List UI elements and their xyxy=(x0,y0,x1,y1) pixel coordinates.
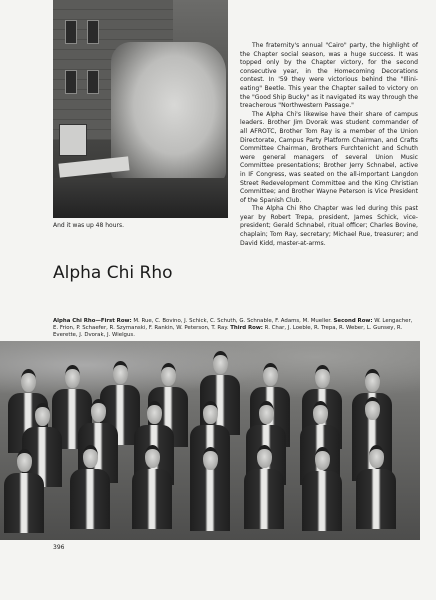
member-figure xyxy=(356,445,396,529)
story-paragraph: The Alpha Chi Rho Chapter was led during this past year by Robert Trepa, president, James Schick, vice-president; Gerald Schnabel, ritual officer; Charles Bovine, chaplain; Tom Ray, secretary; Michael Rue, treasurer; and David Kidd, master-at-arms. xyxy=(240,205,418,247)
member-figure xyxy=(70,445,110,529)
window xyxy=(65,70,77,94)
second-row-label: Second Row: xyxy=(333,318,373,324)
story-paragraph: The Alpha Chi's likewise have their share of campus leaders. Brother Jim Dvorak was student commander of all AFROTC, Brother Tom Ray is a member of the Union Directorate, Campus Party Platform Chairman, and Crafts Committee Chairman, Brothers Furchtenicht and Schuth were general managers of several Union Music Committee presentations; Brother Jerry Schnabel, active in IF Congress, was seated on the all-important Langdon Street Redevelopment Committee and the King Christian Committee; and Brother Wayne Peterson is Vice President of the Spanish Club. xyxy=(240,110,418,204)
homecoming-float-photo xyxy=(53,0,228,218)
story-text xyxy=(240,42,418,248)
member-figure xyxy=(4,449,44,533)
page-number: 396 xyxy=(53,544,65,551)
section-heading: Alpha Chi Rho xyxy=(53,263,173,283)
sign-board xyxy=(59,124,87,156)
member-figure xyxy=(132,445,172,529)
member-figure xyxy=(302,447,342,531)
group-photo xyxy=(0,341,420,540)
lawn xyxy=(53,178,228,218)
member-figure xyxy=(244,445,284,529)
first-row-label: Alpha Chi Rho—First Row: xyxy=(53,318,132,324)
first-row-names: M. Rue, C. Bovino, J. Schick, C. Schuth, G. Schnable, F. Adams, M. Mueller. xyxy=(133,318,332,324)
third-row-label: Third Row: xyxy=(230,325,263,332)
second-row-names: W. Lengacher, E. Frion, P. Schaefer, R. Szymanski, F. Rankin, W. Peterson, T. Ray. xyxy=(53,318,413,332)
story-paragraph: The fraternity's annual "Cairo" party, the highlight of the Chapter social season, was a huge success. It was topped only by the Chapter victory, for the second consecutive year, in the Homecoming Decorations contest. In '59 they were victorious behind the "Illini-eating" Beetle. This year the Chapter sailed to victory on the "Good Ship Bucky" as it navigated its way through the treacherous "Northwestern Passage." xyxy=(240,42,418,110)
window xyxy=(65,20,77,44)
third-row-names: R. Char, J. Loeble, R. Trepa, R. Weber, L. Gunsey, R. Everette, J. Dvorak, J. Wielgus. xyxy=(53,325,403,339)
member-figure xyxy=(190,447,230,531)
photo-caption: And it was up 48 hours. xyxy=(53,222,125,229)
member-roster xyxy=(53,318,419,340)
window xyxy=(87,20,99,44)
window xyxy=(87,70,99,94)
